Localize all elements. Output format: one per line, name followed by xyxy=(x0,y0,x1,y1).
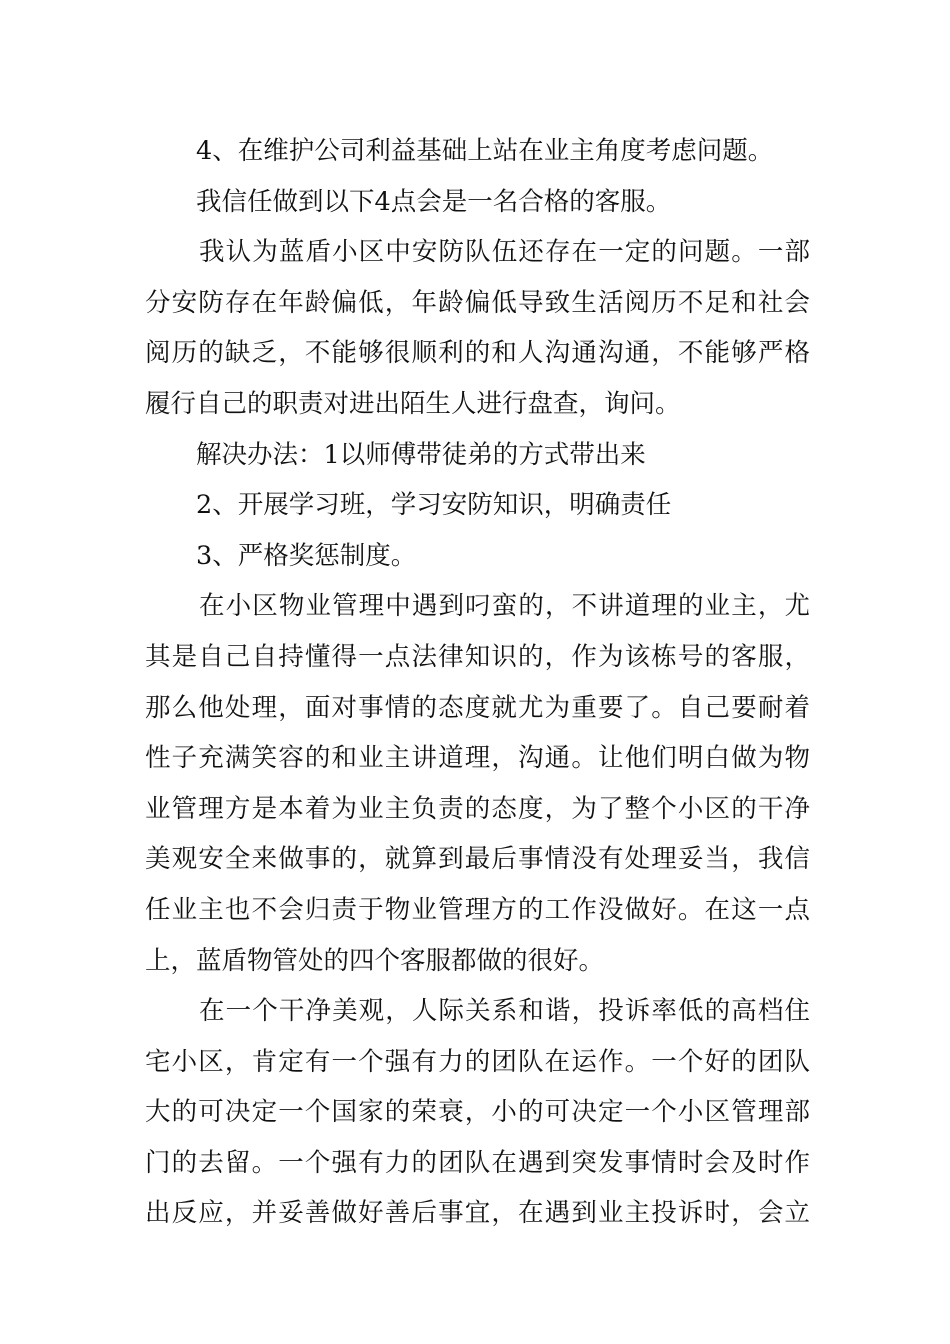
text-line: 门的去留。一个强有力的团队在遇到突发事情时会及时作 xyxy=(145,1147,810,1178)
text-line: 4、在维护公司利益基础上站在业主角度考虑问题。 xyxy=(196,136,774,166)
text-line: 宅小区，肯定有一个强有力的团队在运作。一个好的团队 xyxy=(145,1046,810,1077)
text-line: 大的可决定一个国家的荣衰，小的可决定一个小区管理部 xyxy=(145,1097,810,1128)
text-line: 上，蓝盾物管处的四个客服都做的很好。 xyxy=(145,945,605,976)
text-line: 在一个干净美观，人际关系和谐，投诉率低的高档住 xyxy=(199,996,810,1027)
text-line: 美观安全来做事的，就算到最后事情没有处理妥当，我信 xyxy=(145,844,810,875)
document-body xyxy=(145,126,810,1239)
text-line: 出反应，并妥善做好善后事宜，在遇到业主投诉时，会立 xyxy=(145,1198,810,1229)
text-line: 解决办法：1以师傅带徒弟的方式带出来 xyxy=(196,439,646,470)
text-line: 我认为蓝盾小区中安防队伍还存在一定的问题。一部 xyxy=(199,237,810,268)
text-line: 3、严格奖惩制度。 xyxy=(196,540,417,571)
text-line: 分安防存在年龄偏低，年龄偏低导致生活阅历不足和社会 xyxy=(145,287,810,318)
text-line: 2、开展学习班，学习安防知识，明确责任 xyxy=(196,490,672,521)
text-line: 业管理方是本着为业主负责的态度，为了整个小区的干净 xyxy=(145,793,810,824)
text-line: 履行自己的职责对进出陌生人进行盘查，询问。 xyxy=(145,388,681,419)
text-line: 性子充满笑容的和业主讲道理，沟通。让他们明白做为物 xyxy=(145,743,810,774)
text-line: 阅历的缺乏，不能够很顺利的和人沟通沟通，不能够严格 xyxy=(145,338,810,369)
text-line: 我信任做到以下4点会是一名合格的客服。 xyxy=(196,186,672,217)
text-line: 在小区物业管理中遇到叼蛮的，不讲道理的业主，尤 xyxy=(199,591,810,622)
text-line: 任业主也不会归责于物业管理方的工作没做好。在这一点 xyxy=(145,894,810,925)
text-line: 那么他处理，面对事情的态度就尤为重要了。自己要耐着 xyxy=(145,692,810,723)
text-line: 其是自己自持懂得一点法律知识的，作为该栋号的客服， xyxy=(145,641,810,672)
